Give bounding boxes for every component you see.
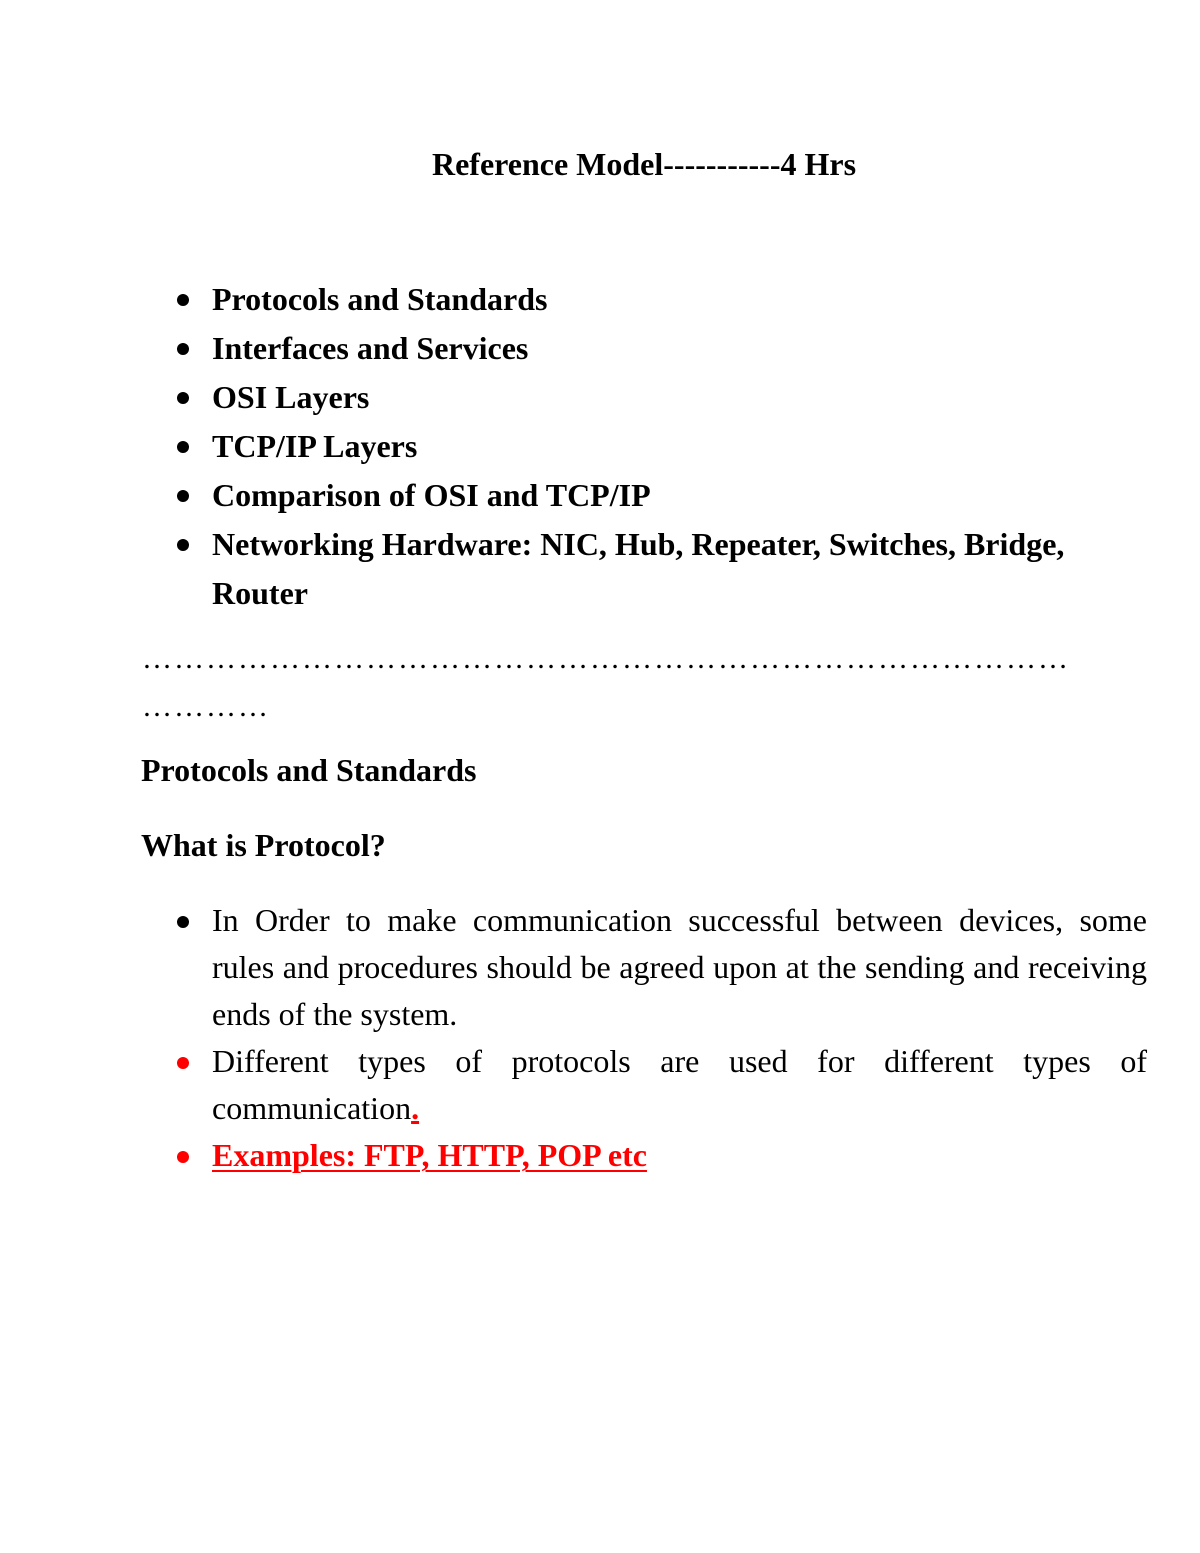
red-bullet-icon [177,1151,189,1163]
point-text: Different types of protocols are used for different types of communication [212,1043,1147,1126]
topic-item [212,373,1092,422]
topic-item [212,422,1092,471]
bullet-icon [177,539,189,551]
topic-text: Networking Hardware: NIC, Hub, Repeater, Switches, Bridge, Router [212,526,1065,611]
topic-text: Protocols and Standards [212,281,548,317]
topic-item [212,471,1092,520]
point-text: In Order to make communication successful between devices, some rules and procedures should be agreed upon at the sending and receiving ends of the system. [212,902,1147,1032]
separator-line: ………… [142,690,270,723]
separator-line: …………………………………………………………………………… [142,642,1070,675]
topic-text: Interfaces and Services [212,330,529,366]
topic-text: TCP/IP Layers [212,428,418,464]
protocol-points-list [212,897,1147,1179]
examples-text: Examples: FTP, HTTP, POP etc [212,1137,647,1173]
topic-text: OSI Layers [212,379,370,415]
point-item [212,1038,1147,1132]
bullet-icon [177,294,189,306]
section-heading: Protocols and Standards [141,752,477,788]
bullet-icon [177,343,189,355]
topic-item [212,275,1092,324]
bullet-icon [177,916,189,928]
topic-item [212,520,1092,618]
bullet-icon [177,490,189,502]
point-item [212,897,1147,1038]
topics-list [212,275,1092,618]
document-title: Reference Model-----------4 Hrs [431,146,857,182]
red-bullet-icon [177,1057,189,1069]
point-item [212,1132,1147,1179]
bullet-icon [177,441,189,453]
point-suffix: . [411,1090,420,1126]
topic-text: Comparison of OSI and TCP/IP [212,477,651,513]
bullet-icon [177,392,189,404]
dotted-separator [142,635,1142,731]
topic-item [212,324,1092,373]
question-heading: What is Protocol? [141,827,386,863]
